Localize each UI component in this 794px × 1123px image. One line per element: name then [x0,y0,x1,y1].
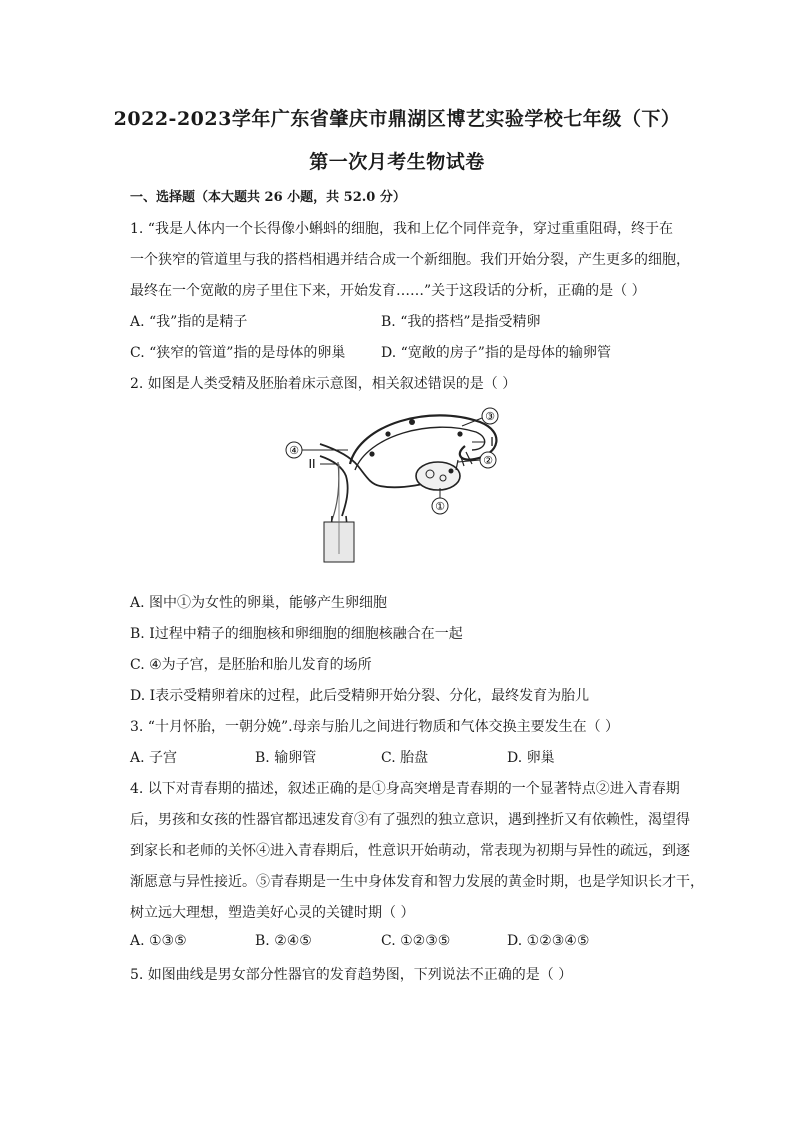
q4-line-3: 到家长和老师的关怀④进入青春期后，性意识开始萌动，常表现为初期与异性的疏远，到逐 [130,843,690,859]
q4-line-4: 渐愿意与异性接近。⑤青春期是一生中身体发育和智力发展的黄金时期，也是学知识长才干， [130,874,704,890]
q3-option-b[interactable]: B. 输卵管 [255,750,317,766]
q4-line-2: 后，男孩和女孩的性器官都迅速发育③有了强烈的独立意识，遇到挫折又有依赖性，渴望得 [130,812,690,828]
q4-option-b[interactable]: B. ②④⑤ [255,933,312,949]
q4-option-c[interactable]: C. ①②③⑤ [381,933,451,949]
q1-option-d[interactable]: D. “宽敞的房子”指的是母体的输卵管 [381,345,611,361]
exam-title-line1: 2022-2023学年广东省肇庆市鼎湖区博艺实验学校七年级（下） [113,108,681,130]
q4-option-a[interactable]: A. ①③⑤ [130,933,187,949]
figure-label-I: I [490,435,494,449]
figure-label-2: ② [483,454,493,467]
figure-label-4: ④ [289,444,299,457]
q4-line-1: 4. 以下对青春期的描述，叙述正确的是①身高突增是青春期的一个显著特点②进入青春期 [130,781,680,797]
fertilization-diagram [280,404,520,564]
q1-line-2: 一个狭窄的管道里与我的搭档相遇并结合成一个新细胞。我们开始分裂，产生更多的细胞， [130,252,690,268]
q1-option-a[interactable]: A. “我”指的是精子 [130,314,248,330]
q3-option-d[interactable]: D. 卵巢 [507,750,555,766]
figure-label-3: ③ [485,410,495,423]
q3-option-a[interactable]: A. 子宫 [130,750,178,766]
figure-label-II: II [308,457,316,471]
q1-option-b[interactable]: B. “我的搭档”是指受精卵 [381,314,541,330]
figure-label-1: ① [435,500,445,513]
q2-option-c[interactable]: C. ④为子宫，是胚胎和胎儿发育的场所 [130,657,372,673]
q2-option-d[interactable]: D. Ⅰ表示受精卵着床的过程，此后受精卵开始分裂、分化，最终发育为胎儿 [130,688,590,704]
q1-line-3: 最终在一个宽敞的房子里住下来，开始发育……”关于这段话的分析，正确的是（ ） [130,283,646,299]
q1-line-1: 1. “我是人体内一个长得像小蝌蚪的细胞，我和上亿个同伴竞争，穿过重重阻碍，终于在 [130,221,673,237]
q2-option-a[interactable]: A. 图中①为女性的卵巢，能够产生卵细胞 [130,595,388,611]
q2-option-b[interactable]: B. Ⅰ过程中精子的细胞核和卵细胞的细胞核融合在一起 [130,626,463,642]
q2-stem: 2. 如图是人类受精及胚胎着床示意图，相关叙述错误的是（ ） [130,376,517,392]
q4-option-d[interactable]: D. ①②③④⑤ [507,933,590,949]
q3-option-c[interactable]: C. 胎盘 [381,750,429,766]
section-heading: 一、选择题（本大题共 26 小题，共 52.0 分） [130,190,406,205]
q5-stem: 5. 如图曲线是男女部分性器官的发育趋势图，下列说法不正确的是（ ） [130,967,573,983]
q3-stem: 3. “十月怀胎，一朝分娩”.母亲与胎儿之间进行物质和气体交换主要发生在（ ） [130,719,620,735]
q1-option-c[interactable]: C. “狭窄的管道”指的是母体的卵巢 [130,345,346,361]
exam-title-line2: 第一次月考生物试卷 [309,151,485,173]
q4-line-5: 树立远大理想，塑造美好心灵的关键时期（ ） [130,905,415,921]
